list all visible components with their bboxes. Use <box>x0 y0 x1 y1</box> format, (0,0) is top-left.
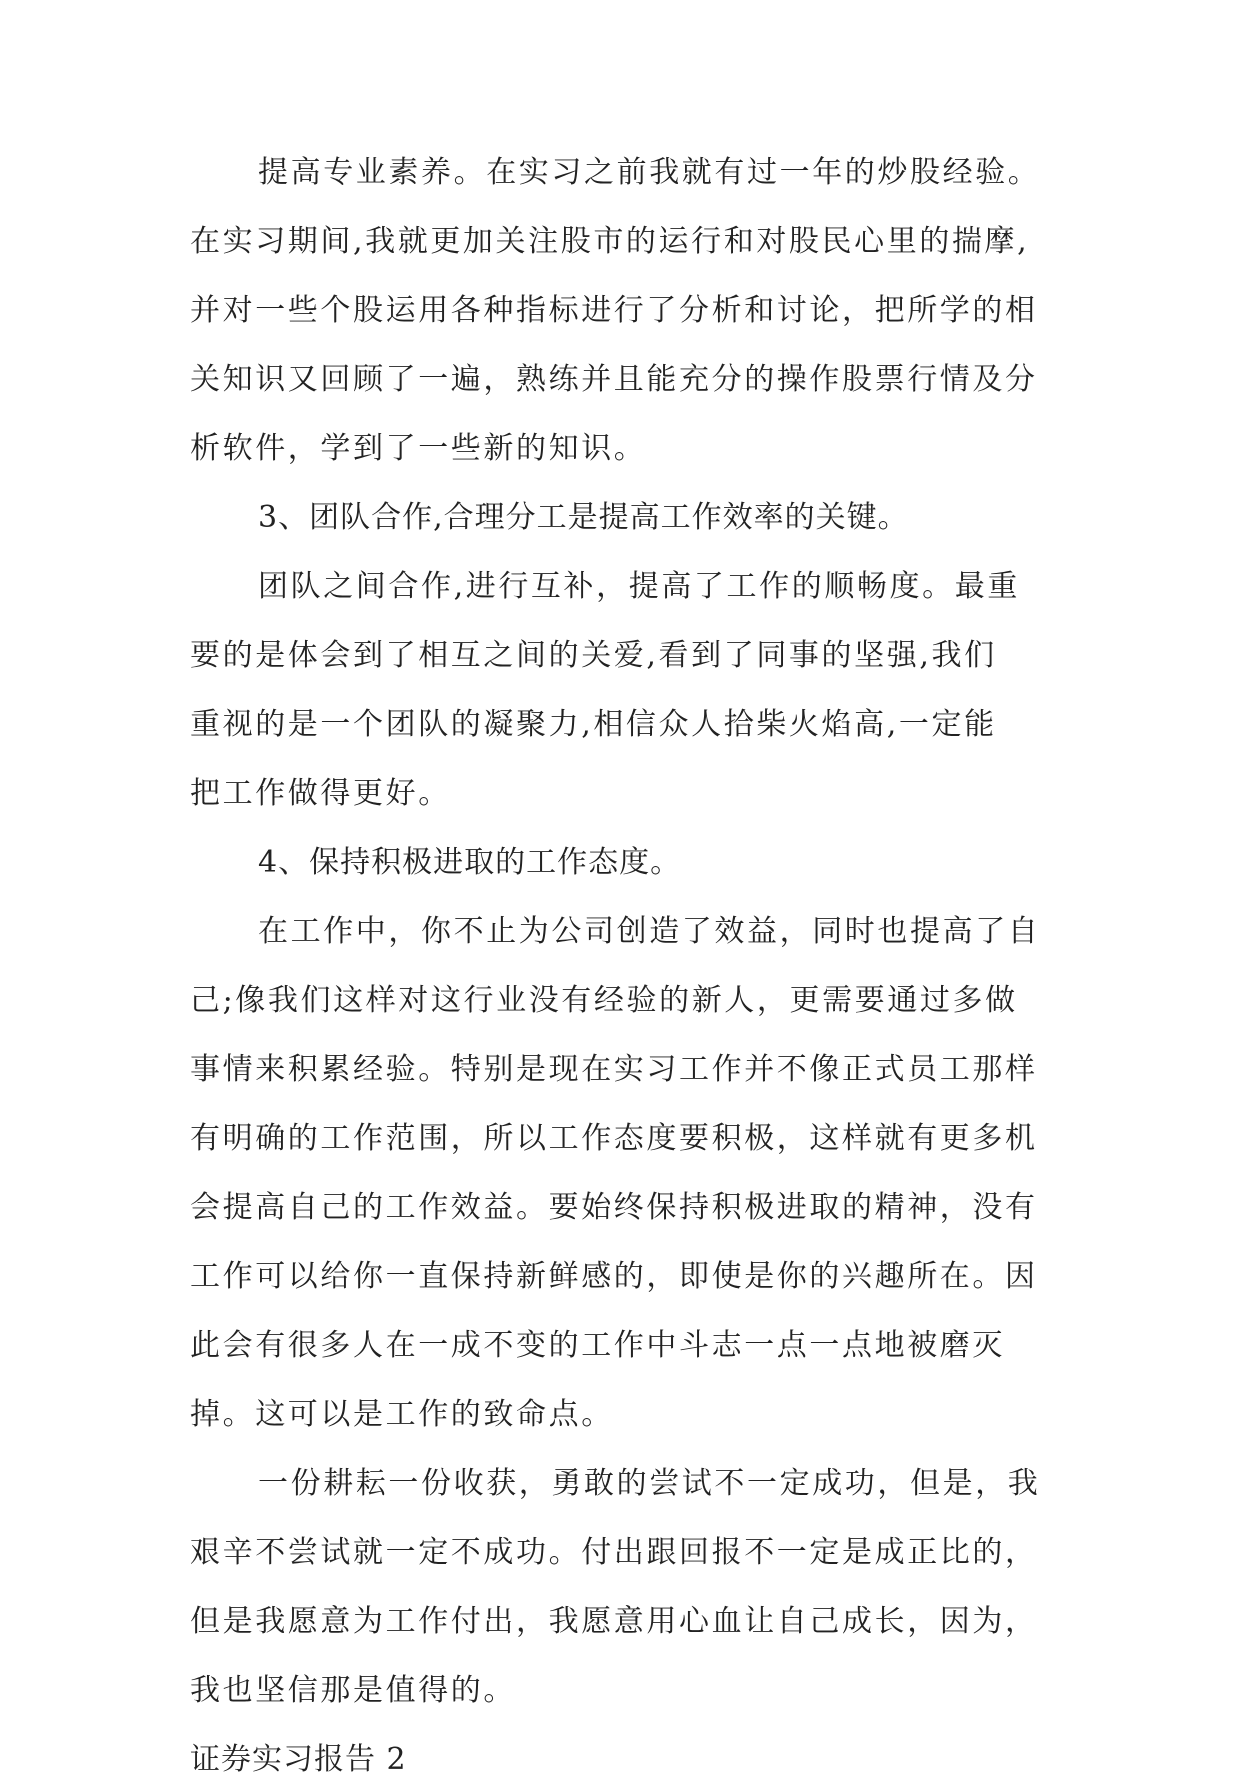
text-line: 此会有很多人在一成不变的工作中斗志一点一点地被磨灭 <box>190 1328 1005 1363</box>
text-line: 有明确的工作范围，所以工作态度要积极，这样就有更多机 <box>190 1121 1038 1156</box>
text-line: 一份耕耘一份收获，勇敢的尝试不一定成功，但是，我 <box>258 1466 1041 1501</box>
text-line: 事情来积累经验。特别是现在实习工作并不像正式员工那样 <box>190 1052 1038 1087</box>
text-line: 在工作中，你不止为公司创造了效益，同时也提高了自 <box>258 914 1041 949</box>
text-line: 并对一些个股运用各种指标进行了分析和讨论，把所学的相 <box>190 293 1038 328</box>
text-line: 己;像我们这样对这行业没有经验的新人，更需要通过多做 <box>190 983 1018 1018</box>
report-title: 证券实习报告 2 <box>190 1742 407 1777</box>
text-line: 但是我愿意为工作付出，我愿意用心血让自己成长，因为， <box>190 1604 1038 1639</box>
text-line: 艰辛不尝试就一定不成功。付出跟回报不一定是成正比的， <box>190 1535 1038 1570</box>
text-line: 工作可以给你一直保持新鲜感的，即使是你的兴趣所在。因 <box>190 1259 1038 1294</box>
text-line: 关知识又回顾了一遍，熟练并且能充分的操作股票行情及分 <box>190 362 1038 397</box>
text-line: 重视的是一个团队的凝聚力,相信众人拾柴火焰高,一定能 <box>190 707 997 742</box>
text-line: 把工作做得更好。 <box>190 776 451 811</box>
section-heading: 3、团队合作,合理分工是提高工作效率的关键。 <box>258 500 909 535</box>
text-line: 会提高自己的工作效益。要始终保持积极进取的精神，没有 <box>190 1190 1038 1225</box>
text-line: 要的是体会到了相互之间的关爱,看到了同事的坚强,我们 <box>190 638 997 673</box>
text-line: 在实习期间,我就更加关注股市的运行和对股民心里的揣摩, <box>190 224 1030 259</box>
text-line: 团队之间合作,进行互补，提高了工作的顺畅度。最重 <box>258 569 1020 604</box>
text-line: 我也坚信那是值得的。 <box>190 1673 516 1708</box>
section-heading: 4、保持积极进取的工作态度。 <box>258 845 682 880</box>
text-line: 析软件，学到了一些新的知识。 <box>190 431 647 466</box>
text-line: 提高专业素养。在实习之前我就有过一年的炒股经验。 <box>258 155 1041 190</box>
text-line: 掉。这可以是工作的致命点。 <box>190 1397 614 1432</box>
